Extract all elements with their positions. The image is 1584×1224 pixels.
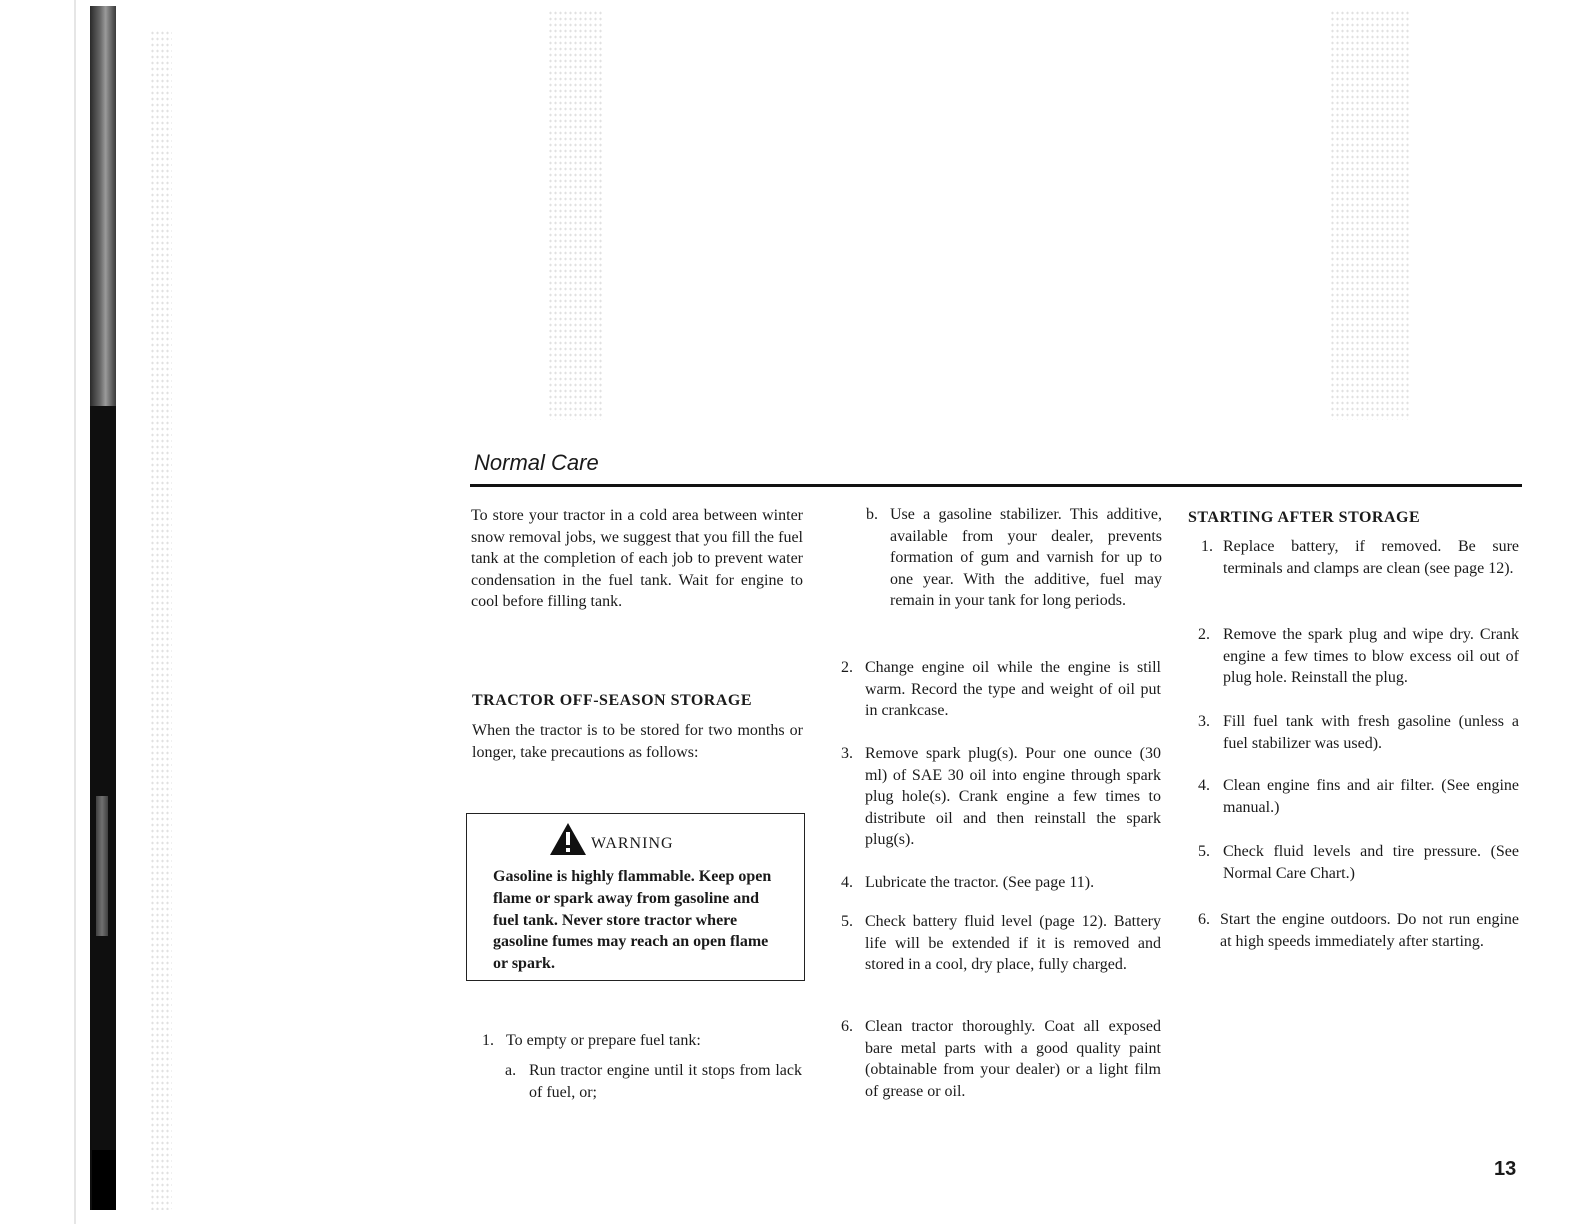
intro-paragraph: To store your tractor in a cold area between winter snow removal jobs, we suggest that you fill the fuel tank at the completion of each job to prevent water condensation in the fuel tank. Wait for engine to cool before filling tank. [471,507,803,611]
step-letter: a. [505,1062,517,1079]
scan-speckle [1330,10,1410,420]
section-title: Normal Care [474,450,599,475]
step-number: 5. [841,913,853,930]
step-text: Replace battery, if removed. Be sure terminals and clamps are clean (see page 12). [1223,538,1519,577]
list-item-start-5 [1198,841,1519,885]
storage-heading: TRACTOR OFF-SEASON STORAGE [472,692,753,709]
list-item-start-4 [1198,775,1519,819]
step-number: 6. [1198,911,1210,928]
step-letter: b. [866,506,878,523]
title-rule [470,484,1522,487]
step-number: 4. [841,874,853,891]
list-item-step-4 [841,872,1161,894]
scan-binding-tail [92,1150,116,1210]
scan-binding-line [74,0,76,1224]
step-text: Clean tractor thoroughly. Coat all exposed bare metal parts with a good quality paint (obtainable from your dealer) or a light film of grease or oil. [865,1018,1161,1100]
warning-triangle-icon [549,822,587,856]
warning-box [466,813,805,981]
list-item-start-6 [1198,909,1519,975]
list-item-step-6 [841,1016,1161,1104]
step-text: Check battery fluid level (page 12). Battery life will be extended if it is removed and stored in a cool, dry place, fully charged. [865,913,1161,974]
list-item-start-1 [1201,536,1519,602]
step-text: Start the engine outdoors. Do not run engine at high speeds immediately after starting. [1220,911,1519,950]
list-item-step-1b [866,504,1162,636]
list-item-start-2 [1198,624,1519,690]
step-text: Lubricate the tractor. (See page 11). [865,874,1095,891]
list-item-step-1 [482,1030,802,1052]
warning-label: WARNING [591,835,674,852]
list-item-step-3 [841,743,1161,853]
step-number: 3. [1198,713,1210,730]
list-item-step-1a [505,1060,802,1104]
scan-speckle [548,10,604,420]
step-number: 4. [1198,777,1210,794]
step-number: 2. [1198,626,1210,643]
step-number: 6. [841,1018,853,1035]
step-text: Change engine oil while the engine is still warm. Record the type and weight of oil put in crankcase. [865,659,1161,720]
scan-speckle [150,30,172,1210]
step-text: To empty or prepare fuel tank: [506,1032,701,1049]
page-number: 13 [1494,1158,1517,1180]
step-text: Check fluid levels and tire pressure. (See Normal Care Chart.) [1223,843,1519,882]
list-item-step-2 [841,657,1161,723]
step-number: 5. [1198,843,1210,860]
step-number: 1. [482,1032,494,1049]
storage-intro: When the tractor is to be stored for two months or longer, take precautions as follows: [472,722,803,761]
step-text: Run tractor engine until it stops from lack of fuel, or; [529,1062,802,1101]
starting-heading: STARTING AFTER STORAGE [1188,509,1421,526]
step-number: 3. [841,745,853,762]
scan-binding-edge [90,6,116,1210]
list-item-step-5 [841,911,1161,999]
step-text: Use a gasoline stabilizer. This additive, available from your dealer, prevents formation of gum and varnish for up to one year. With the additive, fuel may remain in your tank for long periods. [890,506,1162,610]
warning-header [549,822,674,856]
step-text: Remove spark plug(s). Pour one ounce (30 ml) of SAE 30 oil into engine through spark plug hole(s). Crank engine a few times to distribute oil and then reinstall the spark plug(s). [865,745,1161,849]
list-item-start-3 [1198,711,1519,755]
step-number: 2. [841,659,853,676]
step-text: Fill fuel tank with fresh gasoline (unless a fuel stabilizer was used). [1223,713,1519,752]
warning-text: Gasoline is highly flammable. Keep open flame or spark away from gasoline and fuel tank. Never store tractor where gasoline fumes may reach an open flame or spark. [493,868,772,973]
step-text: Remove the spark plug and wipe dry. Crank engine a few times to blow excess oil out of plug hole. Reinstall the plug. [1223,626,1519,687]
step-text: Clean engine fins and air filter. (See engine manual.) [1223,777,1519,816]
step-number: 1. [1201,538,1213,555]
